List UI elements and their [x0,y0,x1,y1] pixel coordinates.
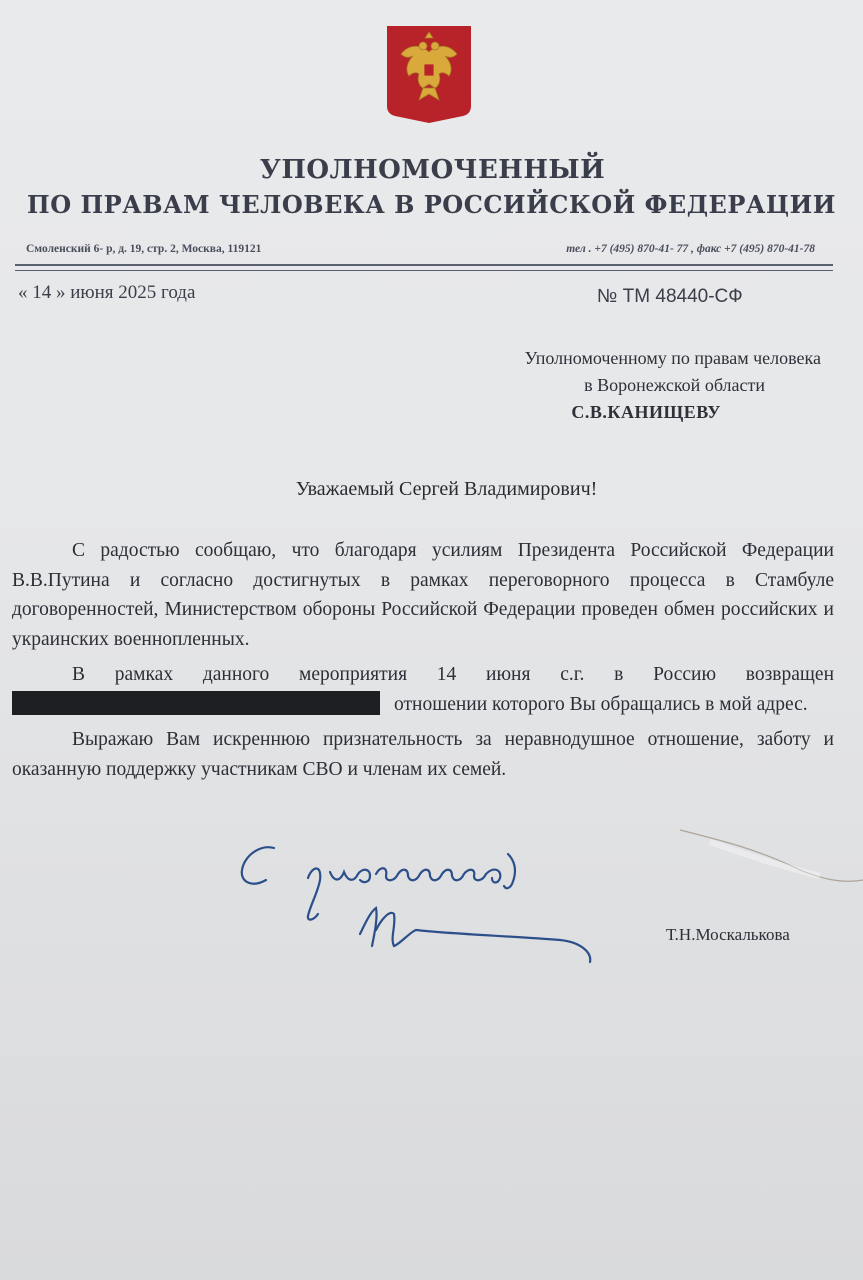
body-paragraph-2-end: отношении которого Вы обращались в мой адрес. [394,693,808,715]
body-paragraph-1: С радостью сообщаю, что благодаря усилиям Президента Российской Федерации В.В.Путина и согласно достигнутых в рамках переговорного процесса в Стамбуле договоренностей, Министерством обороны Российской Федерации проведен обмен российских и украинских военнопленных. [12,540,834,650]
letter-number: № ТМ 48440-СФ [597,286,743,307]
redaction-bar [12,691,380,715]
signer-name: Т.Н.Москалькова [666,925,790,944]
paper-crease [600,780,863,940]
letterhead-divider-thin [15,270,833,271]
body-paragraph-2-start: В рамках данного мероприятия 14 июня с.г. в Россию возвращен [72,664,834,685]
letter-body [12,536,834,790]
org-title-line1: УПОЛНОМОЧЕННЫЙ [259,155,606,185]
recipient-name: С.В.КАНИЩЕВУ [571,402,721,422]
org-contacts: тел . +7 (495) 870-41- 77 , факс +7 (495) 870-41-78 [566,243,815,255]
recipient-line2: в Воронежской области [584,375,765,395]
org-title-line2: ПО ПРАВАМ ЧЕЛОВЕКА В РОССИЙСКОЙ ФЕДЕРАЦИИ [27,190,836,219]
letterhead-divider [15,264,833,266]
org-address: Смоленский 6- р, д. 19, стр. 2, Москва, 119121 [26,243,262,255]
recipient-block [525,345,821,426]
body-paragraph-3: Выражаю Вам искреннюю признательность за неравнодушное отношение, заботу и оказанную поддержку участникам СВО и членам их семей. [12,729,834,780]
salutation: Уважаемый Сергей Владимирович! [295,478,598,500]
letter-date: « 14 » июня 2025 года [18,282,196,303]
handwritten-signature [230,830,600,980]
recipient-line1: Уполномоченному по правам человека [524,348,821,368]
russian-coat-of-arms-emblem [383,24,475,124]
body-paragraph-2 [12,660,834,719]
